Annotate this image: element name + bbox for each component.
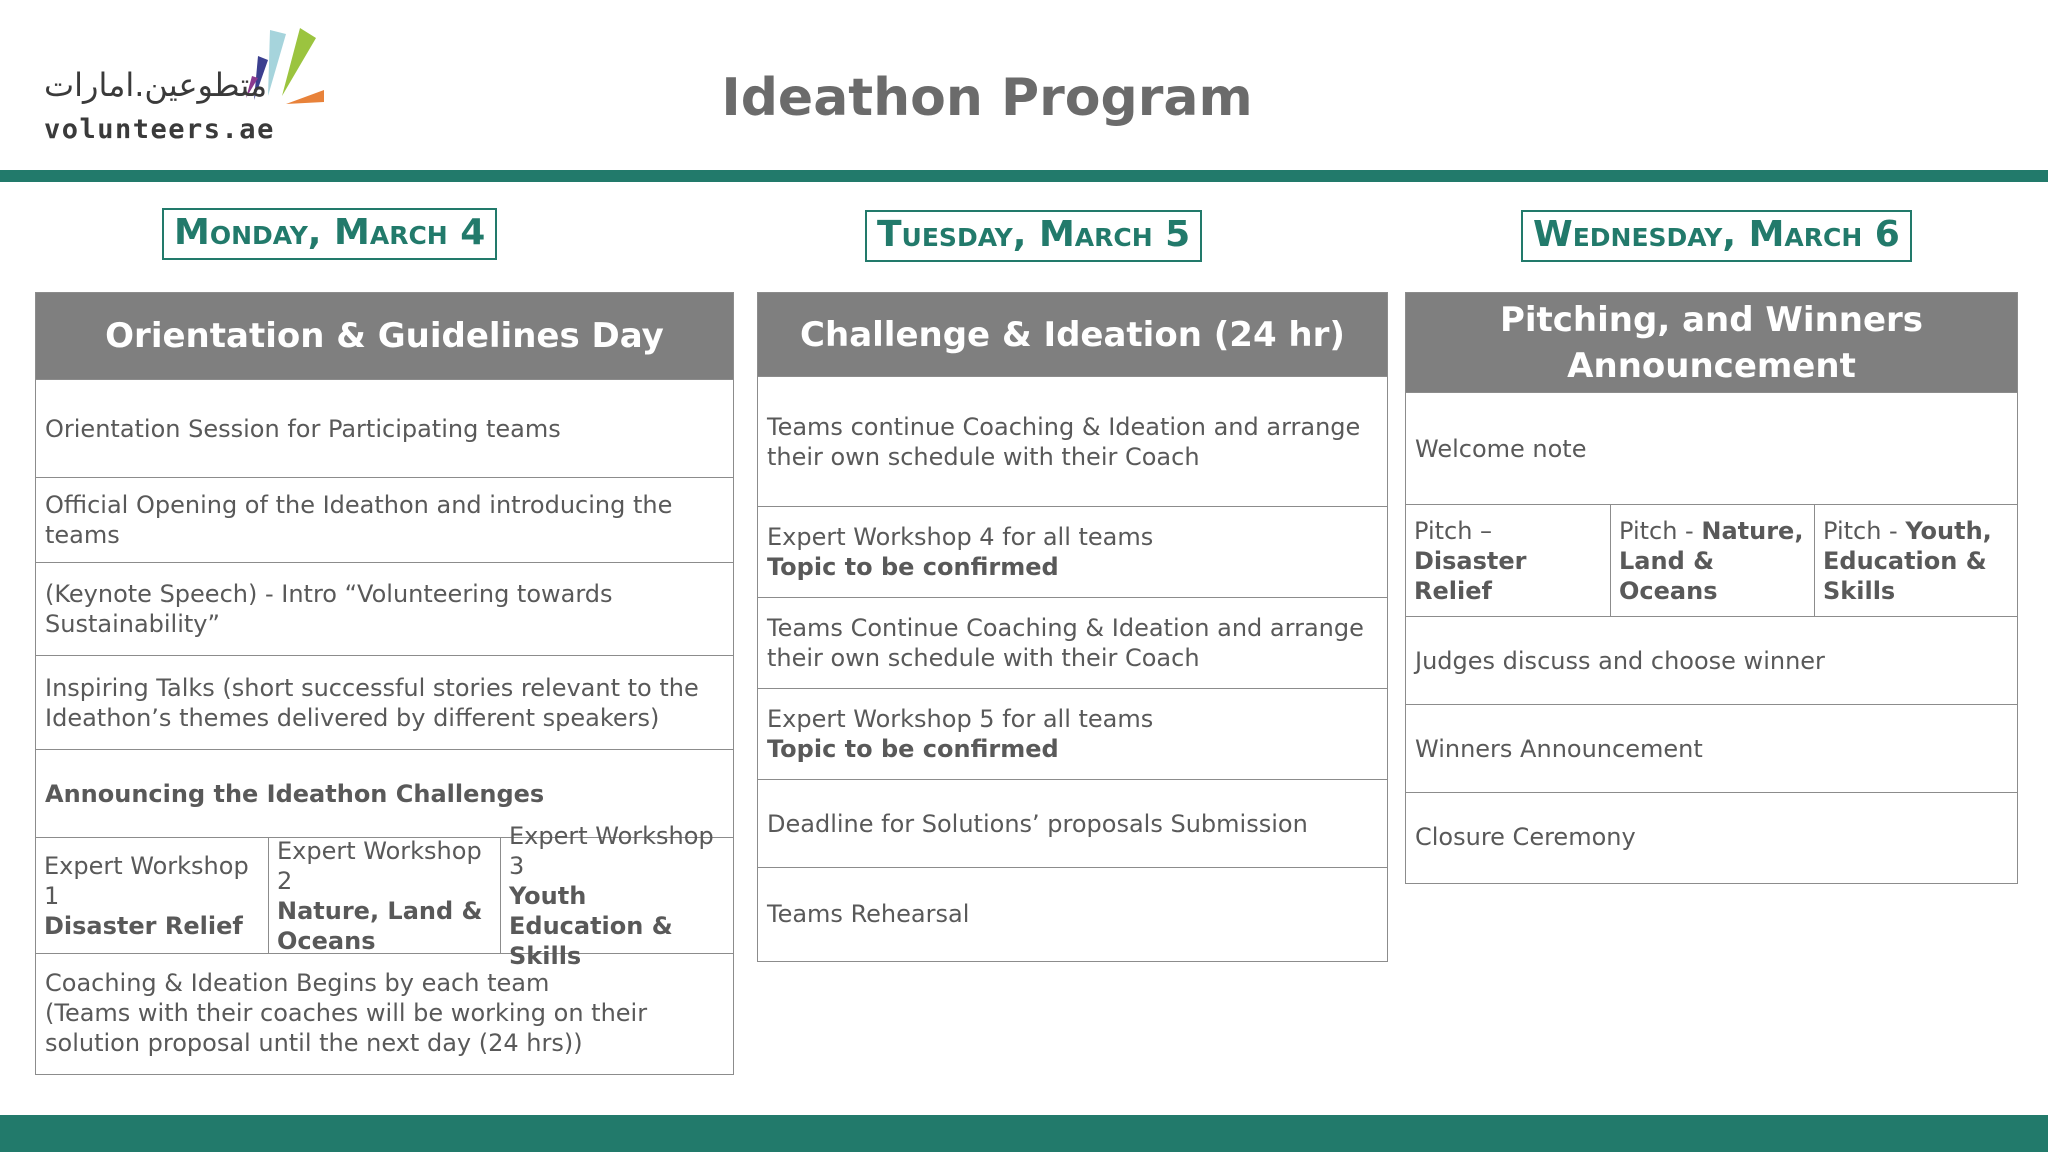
row-text: Orientation Session for Participating teams [45,414,561,443]
workshop-cell [269,838,501,953]
row-text: Winners Announcement [1415,734,1703,763]
closing-note: (Teams with their coaches will be working on their solution proposal until the next day (24 hrs)) [45,999,648,1057]
workshop-topic: Nature, Land & Oceans [277,896,483,955]
pitch-prefix: Pitch - [1619,516,1702,545]
page-title: Ideathon Program [721,68,1253,128]
row-text: Official Opening of the Ideathon and introducing the teams [45,491,673,549]
schedule-row [36,563,733,656]
row-text: Teams Continue Coaching & Ideation and arrange their own schedule with their Coach [767,614,1364,672]
schedule-row [758,377,1387,507]
schedule-row [36,478,733,563]
closing-line: Coaching & Ideation Begins by each team [45,969,550,997]
top-divider-band [0,170,2048,182]
workshop-cell [501,821,733,970]
row-text: Closure Ceremony [1415,823,1636,851]
row-text: Welcome note [1415,434,1587,463]
workshop-topic: Youth Education & Skills [509,881,673,970]
pitch-topic: Disaster Relief [1414,546,1527,605]
workshop-cell [36,838,269,953]
row-text: Expert Workshop 5 for all teams [767,705,1154,733]
logo-arabic-text: متطوعين.امارات [44,66,268,104]
schedule-row [36,380,733,478]
schedule-row [36,656,733,750]
bottom-divider-band [0,1115,2048,1152]
row-subtext: Topic to be confirmed [767,735,1059,763]
day-label-wednesday: Wednesday, March 6 [1521,210,1912,262]
schedule-row [758,507,1387,598]
workshop-topic: Disaster Relief [44,911,243,940]
schedule-row [1406,793,2017,881]
row-text: Judges discuss and choose winner [1415,646,1825,675]
schedule-row [758,780,1387,868]
row-text: Teams Rehearsal [767,900,970,928]
pitch-cell [1611,505,1815,616]
day-label-tuesday: Tuesday, March 5 [865,210,1202,262]
logo-english-text: volunteers.ae [44,114,275,145]
pitch-cell [1815,505,2017,616]
row-text: Deadline for Solutions’ proposals Submission [767,809,1308,838]
pitch-prefix: Pitch - [1823,516,1906,545]
workshop-title: Expert Workshop 1 [44,851,249,910]
schedule-row [758,689,1387,780]
schedule-row [758,868,1387,960]
schedule-row [1406,617,2017,705]
wednesday-heading: Pitching, and Winners Announcement [1406,293,2017,393]
schedule-row [758,598,1387,689]
row-subtext: Topic to be confirmed [767,553,1059,581]
row-text: (Keynote Speech) - Intro “Volunteering towards Sustainability” [45,580,613,638]
workshop-title: Expert Workshop 3 [509,821,714,880]
day-label-monday: Monday, March 4 [162,208,497,260]
row-text: Inspiring Talks (short successful stories relevant to the Ideathon’s themes delivered by different speakers) [45,673,699,732]
monday-schedule-table [35,292,734,1075]
schedule-row [1406,705,2017,793]
workshop-split-row [36,821,733,970]
row-text: Expert Workshop 4 for all teams [767,523,1154,551]
pitch-cell [1406,505,1611,616]
pitch-topic: Nature, Land & Oceans [1619,516,1804,605]
schedule-row [36,954,733,1072]
workshop-title: Expert Workshop 2 [277,836,482,895]
row-text: Teams continue Coaching & Ideation and arrange their own schedule with their Coach [767,412,1361,471]
monday-heading: Orientation & Guidelines Day [36,293,733,380]
wednesday-schedule-table [1405,292,2018,884]
pitch-topic: Youth, Education & Skills [1823,516,1992,605]
pitch-prefix: Pitch – [1414,516,1493,545]
row-text: Announcing the Ideathon Challenges [45,779,545,808]
pitch-split-row [1406,505,2017,617]
tuesday-heading: Challenge & Ideation (24 hr) [758,293,1387,377]
tuesday-schedule-table [757,292,1388,962]
schedule-row [1406,393,2017,505]
